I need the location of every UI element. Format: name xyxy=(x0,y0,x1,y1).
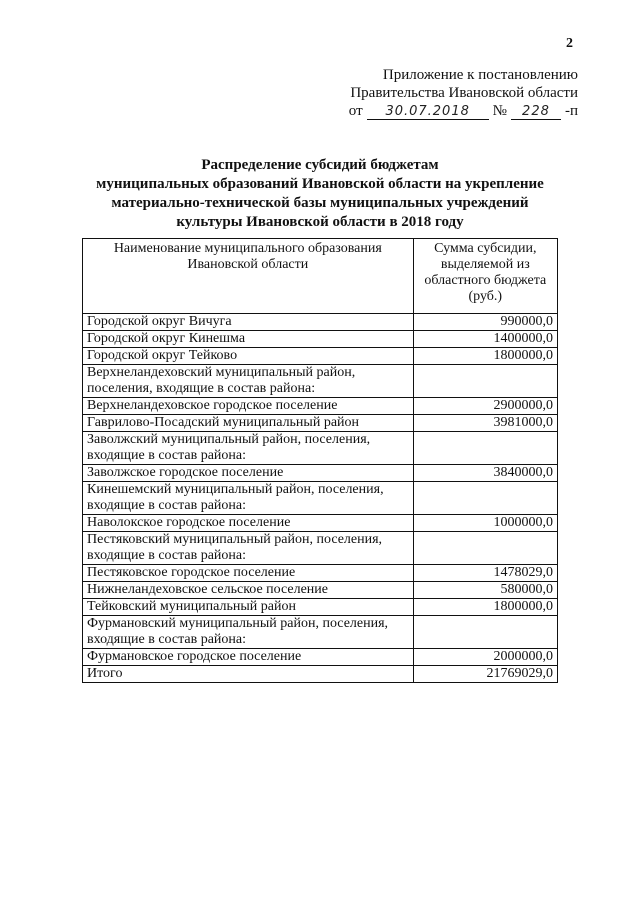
row-amount xyxy=(413,432,557,465)
total-label: Итого xyxy=(83,666,414,683)
document-title xyxy=(80,156,560,232)
row-amount xyxy=(413,532,557,565)
row-name: Городской округ Кинешма xyxy=(83,331,414,348)
table-row xyxy=(83,582,558,599)
header-name: Наименование муниципального образования Ивановской области xyxy=(83,239,414,314)
row-name: Пестяковское городское поселение xyxy=(83,565,414,582)
row-name: Нижнеландеховское сельское поселение xyxy=(83,582,414,599)
date-prefix: от xyxy=(348,103,363,119)
number-suffix: -п xyxy=(564,103,578,119)
handwritten-number: 228 xyxy=(511,105,561,120)
table-row xyxy=(83,314,558,331)
row-amount xyxy=(413,616,557,649)
row-name: Тейковский муниципальный район xyxy=(83,599,414,616)
table-row xyxy=(83,565,558,582)
table-body xyxy=(83,314,558,666)
table-row xyxy=(83,348,558,365)
subsidy-table xyxy=(82,238,558,683)
row-amount: 3981000,0 xyxy=(413,415,557,432)
row-amount xyxy=(413,365,557,398)
total-row xyxy=(83,666,558,683)
title-line-3: материально-технической базы муниципальных учреждений xyxy=(111,195,529,211)
table-row xyxy=(83,532,558,565)
row-amount: 3840000,0 xyxy=(413,465,557,482)
appendix-line-2: Правительства Ивановской области xyxy=(350,85,578,101)
page-number: 2 xyxy=(566,36,573,51)
row-amount: 2900000,0 xyxy=(413,398,557,415)
appendix-block xyxy=(318,66,578,120)
table-row xyxy=(83,616,558,649)
title-line-2: муниципальных образований Ивановской области на укрепление xyxy=(96,176,544,192)
row-amount: 2000000,0 xyxy=(413,649,557,666)
row-amount: 1400000,0 xyxy=(413,331,557,348)
date-number-line xyxy=(318,102,578,120)
row-amount: 1478029,0 xyxy=(413,565,557,582)
row-name: Наволокское городское поселение xyxy=(83,515,414,532)
row-amount xyxy=(413,482,557,515)
title-line-4: культуры Ивановской области в 2018 году xyxy=(176,214,464,230)
row-amount: 1000000,0 xyxy=(413,515,557,532)
row-name: Заволжское городское поселение xyxy=(83,465,414,482)
header-amount: Сумма субсидии, выделяемой из областного бюджета (руб.) xyxy=(413,239,557,314)
row-name: Кинешемский муниципальный район, поселения, входящие в состав района: xyxy=(83,482,414,515)
table-row xyxy=(83,515,558,532)
title-line-1: Распределение субсидий бюджетам xyxy=(201,157,439,173)
row-name: Фурмановский муниципальный район, поселения, входящие в состав района: xyxy=(83,616,414,649)
table-row xyxy=(83,649,558,666)
appendix-line-1: Приложение к постановлению xyxy=(382,67,578,83)
handwritten-date: 30.07.2018 xyxy=(367,105,489,120)
table-row xyxy=(83,482,558,515)
row-name: Пестяковский муниципальный район, поселения, входящие в состав района: xyxy=(83,532,414,565)
table-row xyxy=(83,415,558,432)
total-amount: 21769029,0 xyxy=(413,666,557,683)
table-row xyxy=(83,365,558,398)
number-prefix: № xyxy=(492,103,507,119)
row-name: Верхнеландеховский муниципальный район, поселения, входящие в состав района: xyxy=(83,365,414,398)
row-amount: 990000,0 xyxy=(413,314,557,331)
row-name: Заволжский муниципальный район, поселения, входящие в состав района: xyxy=(83,432,414,465)
table-header-row xyxy=(83,239,558,314)
table-row xyxy=(83,432,558,465)
row-name: Фурмановское городское поселение xyxy=(83,649,414,666)
row-name: Гаврилово-Посадский муниципальный район xyxy=(83,415,414,432)
row-name: Верхнеландеховское городское поселение xyxy=(83,398,414,415)
table-row xyxy=(83,331,558,348)
table-row xyxy=(83,398,558,415)
row-name: Городской округ Тейково xyxy=(83,348,414,365)
row-amount: 1800000,0 xyxy=(413,599,557,616)
table-row xyxy=(83,465,558,482)
row-amount: 1800000,0 xyxy=(413,348,557,365)
table-row xyxy=(83,599,558,616)
row-amount: 580000,0 xyxy=(413,582,557,599)
row-name: Городской округ Вичуга xyxy=(83,314,414,331)
